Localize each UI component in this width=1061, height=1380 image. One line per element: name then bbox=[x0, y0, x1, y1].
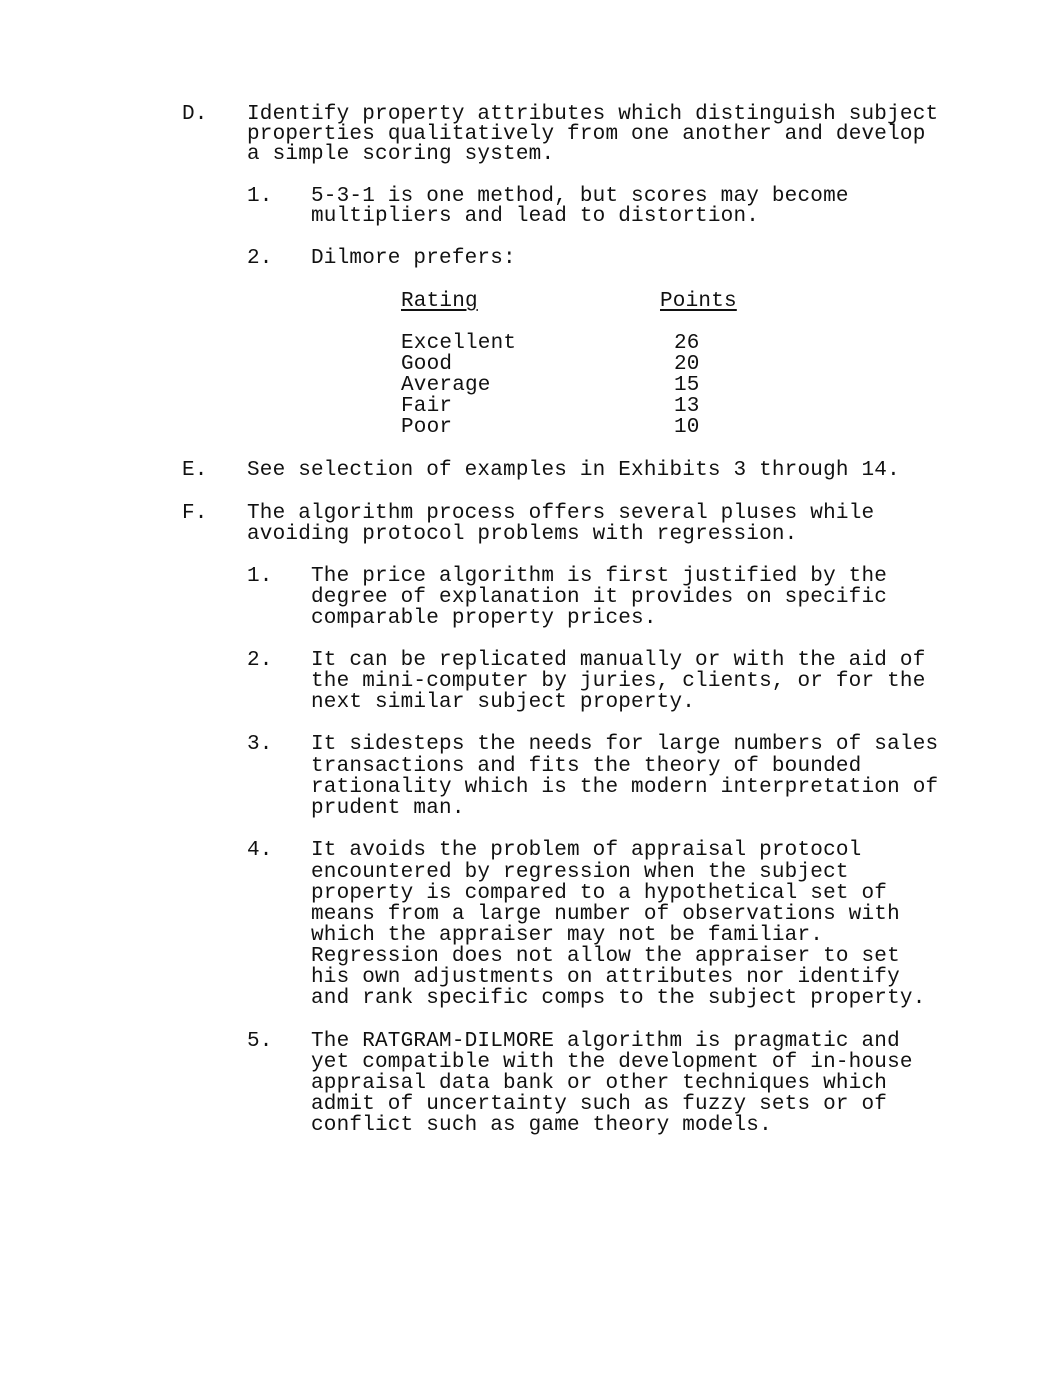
section-f-item-5-line: The RATGRAM-DILMORE algorithm is pragmatic and bbox=[311, 1030, 900, 1053]
section-f-item-4-line: means from a large number of observations with bbox=[311, 903, 900, 926]
section-f-item-4-marker: 4. bbox=[247, 839, 273, 862]
section-f-item-4-line: Regression does not allow the appraiser to set bbox=[311, 945, 900, 968]
rating-row-points: 15 bbox=[674, 374, 700, 397]
rating-row-points: 26 bbox=[674, 332, 700, 355]
section-d-item-2-line-1: Dilmore prefers: bbox=[311, 247, 516, 270]
section-f-item-4-line: property is compared to a hypothetical set of bbox=[311, 882, 888, 905]
rating-row-label: Good bbox=[401, 353, 453, 376]
section-f-item-5-line: yet compatible with the development of in-house bbox=[311, 1051, 913, 1074]
section-f-line-2: avoiding protocol problems with regression. bbox=[247, 523, 798, 546]
section-f-marker: F. bbox=[182, 502, 208, 525]
section-f-item-4-line: encountered by regression when the subject bbox=[311, 861, 849, 884]
section-f-item-3-line: prudent man. bbox=[311, 797, 465, 820]
section-d-marker: D. bbox=[182, 103, 208, 126]
rating-row-label: Poor bbox=[401, 416, 453, 439]
section-f-item-2-line: the mini-computer by juries, clients, or for the bbox=[311, 670, 926, 693]
section-f-item-1-marker: 1. bbox=[247, 565, 273, 588]
section-d-item-1-line-1: 5-3-1 is one method, but scores may become bbox=[311, 185, 849, 208]
section-f-line-1: The algorithm process offers several pluses while bbox=[247, 502, 875, 525]
section-e-line-1: See selection of examples in Exhibits 3 through 14. bbox=[247, 459, 900, 482]
rating-row-label: Average bbox=[401, 374, 491, 397]
section-f-item-5-line: conflict such as game theory models. bbox=[311, 1114, 772, 1137]
section-f-item-3-line: transactions and fits the theory of bounded bbox=[311, 755, 862, 778]
section-f-item-3-line: It sidesteps the needs for large numbers of sales bbox=[311, 733, 939, 756]
section-f-item-1-line: The price algorithm is first justified by the bbox=[311, 565, 888, 588]
rating-row-points: 20 bbox=[674, 353, 700, 376]
section-d-item-2-marker: 2. bbox=[247, 247, 273, 270]
points-column-header: Points bbox=[660, 290, 737, 313]
section-f-item-4-line: It avoids the problem of appraisal protocol bbox=[311, 839, 862, 862]
section-f-item-1-line: degree of explanation it provides on specific bbox=[311, 586, 888, 609]
section-f-item-4-line: and rank specific comps to the subject property. bbox=[311, 987, 926, 1010]
section-d-line-1: Identify property attributes which distinguish subject bbox=[247, 103, 939, 126]
rating-row-label: Excellent bbox=[401, 332, 517, 355]
rating-row-points: 13 bbox=[674, 395, 700, 418]
section-f-item-2-line: next similar subject property. bbox=[311, 691, 696, 714]
section-f-item-3-line: rationality which is the modern interpretation of bbox=[311, 776, 939, 799]
rating-row-label: Fair bbox=[401, 395, 453, 418]
section-d-item-1-line-2: multipliers and lead to distortion. bbox=[311, 205, 760, 228]
section-f-item-2-line: It can be replicated manually or with the aid of bbox=[311, 649, 926, 672]
rating-column-header: Rating bbox=[401, 290, 478, 313]
section-f-item-4-line: his own adjustments on attributes nor identify bbox=[311, 966, 900, 989]
rating-row-points: 10 bbox=[674, 416, 700, 439]
section-e-marker: E. bbox=[182, 459, 208, 482]
section-f-item-5-line: admit of uncertainty such as fuzzy sets or of bbox=[311, 1093, 888, 1116]
section-f-item-5-line: appraisal data bank or other techniques which bbox=[311, 1072, 888, 1095]
section-d-item-1-marker: 1. bbox=[247, 185, 273, 208]
section-f-item-4-line: which the appraiser may not be familiar. bbox=[311, 924, 824, 947]
section-f-item-5-marker: 5. bbox=[247, 1030, 273, 1053]
section-f-item-2-marker: 2. bbox=[247, 649, 273, 672]
section-f-item-1-line: comparable property prices. bbox=[311, 607, 657, 630]
section-d-line-3: a simple scoring system. bbox=[247, 143, 555, 166]
section-f-item-3-marker: 3. bbox=[247, 733, 273, 756]
section-d-line-2: properties qualitatively from one another and develop bbox=[247, 123, 926, 146]
